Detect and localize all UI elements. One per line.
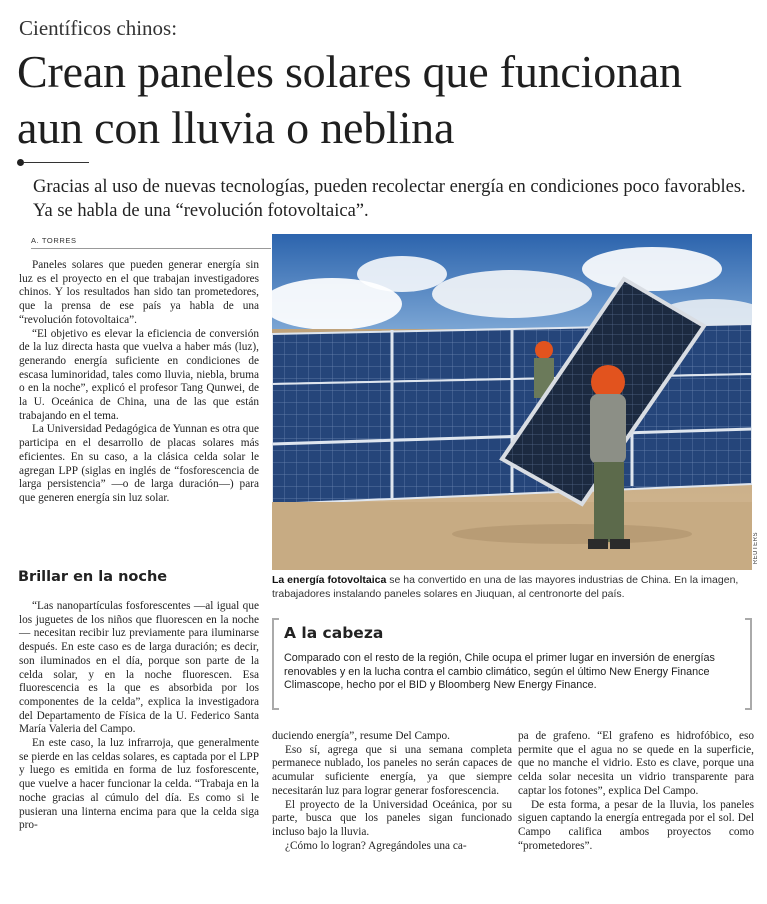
caption-text: se ha convertido en una de las mayores industrias de China. En la imagen, trabajadores instalando paneles solares en Jiuquan, al centronorte del país. [272, 574, 739, 600]
body-column-2 [272, 730, 512, 853]
paragraph: “Las nanopartículas fosforescentes —al igual que los juguetes de los niños que fluorescen en la noche— necesitan recibir luz previamente para iluminarse después. En este caso es de larga duración; es decir, son iluminados en el día, porque son parte de la celda solar, y en la noche fluorescen. Esa fluorescencia es la que es absorbida por los componentes de la celda”, explica la investigadora del Departamento de Física de la U. Federico Santa María Valeria del Campo. [19, 600, 259, 736]
paragraph: El proyecto de la Universidad Oceánica, por su parte, busca que los paneles sigan funcionado incluso bajo la lluvia. [272, 798, 512, 838]
photo-caption [272, 573, 754, 601]
sidebar-box [272, 618, 752, 708]
paragraph: pa de grafeno. “El grafeno es hidrofóbico, eso permite que el agua no se quede en la superficie, que no manche el vidrio. Esto es clave, porque una celda solar necesita un vidrio transparente para captar los fotones”, explica Del Campo. [518, 730, 754, 797]
deck: Gracias al uso de nuevas tecnologías, pueden recolectar energía en condiciones poco favorables. Ya se habla de una “revolución fotovoltaica”. [33, 177, 746, 221]
paragraph: Eso sí, agrega que si una semana completa permanece nublado, los paneles no serán capaces de acumular suficiente energía, ya que siempre necesitarán luz para lograr generar fosforescencia. [272, 743, 512, 797]
paragraph: En este caso, la luz infrarroja, que generalmente se pierde en las celdas solares, es captada por el LPP y luego es emitida en forma de luz fosforescente, que vuelve a hacer funcionar la celda. “Trabaja en la noche gracias al cúmulo del día. Es como si le pusieran una linterna encima para que la celda siga pro- [19, 737, 259, 832]
rule-dot [17, 159, 24, 166]
paragraph: “El objetivo es elevar la eficiencia de conversión de la luz directa hasta que vuelva a haber más (luz), generando energía suficiente en condiciones de escasa luminoridad, tales como lluvia, niebla, bruma o en la noche”, explicó el profesor Tang Qunwei, de la U. Oceánica de China, una de las que están trabajando en el tema. [19, 327, 259, 422]
paragraph: duciendo energía”, resume Del Campo. [272, 730, 450, 742]
subhead: Brillar en la noche [18, 569, 168, 585]
photo-credit: REUTERS [753, 532, 759, 565]
kicker: Científicos chinos: [19, 16, 178, 40]
rule-line [24, 162, 89, 163]
body-column-1b [19, 600, 259, 833]
paragraph: De esta forma, a pesar de la lluvia, los paneles siguen captando la energía entregada por el sol. Del Campo califica ambos proyectos como “prometedores”. [518, 798, 754, 852]
caption-lead: La energía fotovoltaica [272, 574, 387, 586]
paragraph: La Universidad Pedagógica de Yunnan es otra que participa en el desarrollo de placas solares más eficientes. En su caso, a la clásica celda solar le agregan LPP (siglas en inglés de “fosforescencia de larga persistencia” —o de larga duración—) para que generen energía sin luz solar. [19, 423, 260, 504]
headline: Crean paneles solares que funcionan aun con lluvia o neblina [17, 46, 682, 153]
paragraph: ¿Cómo lo logran? Agregándoles una ca- [285, 839, 467, 852]
byline: A. TORRES [31, 236, 271, 249]
box-text: Comparado con el resto de la región, Chile ocupa el primer lugar en inversión de energías renovables y en la lucha contra el cambio climático, según el último New Energy Finance Climascope, hecho por el BID y Bloomberg New Energy Finance. [284, 652, 715, 691]
body-column-1 [19, 259, 259, 506]
solar-panels-photo [272, 234, 752, 570]
box-title: A la cabeza [284, 624, 384, 642]
paragraph: Paneles solares que pueden generar energía sin luz es el proyecto en el que trabajan investigadores chinos. Y los resultados han sido tan prometedores, que la prensa de ese país ya habla de una “revolución fotovoltaica”. [19, 259, 259, 326]
box-bracket-left [272, 618, 279, 710]
box-bracket-right [745, 618, 752, 710]
body-column-3 [518, 730, 754, 853]
